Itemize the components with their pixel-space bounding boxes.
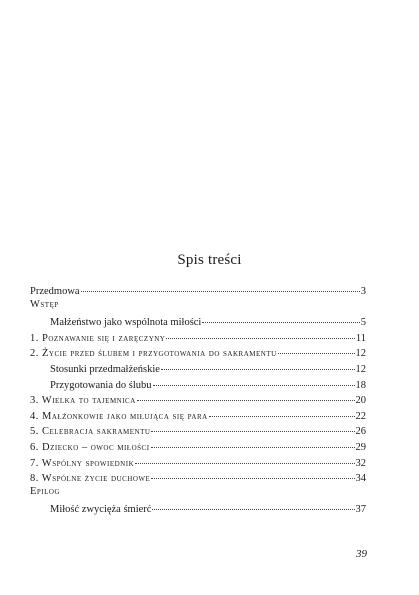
toc-entry-page: 11 bbox=[355, 332, 366, 344]
toc-entry-page: 37 bbox=[355, 504, 366, 516]
dot-leader bbox=[151, 437, 355, 448]
toc-entry-label: 4. Małżonkowie jako miłująca się para bbox=[30, 410, 208, 422]
dot-leader bbox=[137, 390, 355, 401]
toc-entry-label: 2. Życie przed ślubem i przygotowania do sakramentu bbox=[30, 348, 277, 360]
toc-entry-page: 29 bbox=[355, 441, 366, 453]
dot-leader bbox=[153, 375, 355, 386]
toc-entry-label: Małżeństwo jako wspólnota miłości bbox=[50, 317, 202, 329]
toc-entry-label: 7. Wspólny spowiednik bbox=[30, 457, 135, 469]
dot-leader bbox=[161, 359, 355, 370]
toc-entry-label: 8. Wspólne życie duchowe bbox=[30, 473, 151, 485]
toc-entry-label: Epilog bbox=[30, 485, 61, 497]
dot-leader bbox=[202, 312, 359, 323]
toc-entry-label: Stosunki przedmałżeńskie bbox=[50, 363, 160, 375]
toc-entry-page: 3 bbox=[360, 286, 366, 297]
toc-entry[interactable] bbox=[30, 470, 366, 486]
toc-entry-label: Miłość zwycięża śmierć bbox=[50, 504, 152, 516]
table-of-contents bbox=[30, 283, 366, 517]
dot-leader bbox=[81, 281, 360, 292]
toc-entry-page: 22 bbox=[355, 410, 366, 422]
page-number: 39 bbox=[356, 548, 367, 560]
dot-leader bbox=[152, 499, 354, 510]
toc-entry-page: 26 bbox=[355, 426, 366, 438]
toc-entry-label: 5. Celebracja sakramentu bbox=[30, 426, 151, 438]
toc-entry-label: 6. Dziecko – owoc miłości bbox=[30, 441, 150, 453]
toc-entry-page: 20 bbox=[355, 395, 366, 407]
toc-entry-page: 5 bbox=[360, 317, 366, 329]
dot-leader bbox=[209, 406, 355, 417]
toc-entry[interactable] bbox=[30, 501, 366, 517]
dot-leader bbox=[135, 453, 354, 464]
dot-leader bbox=[166, 328, 355, 339]
toc-entry-page: 12 bbox=[355, 348, 366, 360]
dot-leader bbox=[151, 421, 354, 432]
toc-entry[interactable] bbox=[30, 283, 366, 299]
toc-entry-label: 1. Poznawanie się i zaręczyny bbox=[30, 332, 166, 344]
toc-entry-label: Przedmowa bbox=[30, 286, 80, 297]
toc-entry-page: 34 bbox=[355, 473, 366, 485]
toc-entry-label: Wstęp bbox=[30, 298, 59, 310]
toc-entry-page: 32 bbox=[355, 457, 366, 469]
toc-entry-label: 3. Wielka to tajemnica bbox=[30, 395, 136, 407]
dot-leader bbox=[151, 468, 354, 479]
dot-leader bbox=[278, 343, 355, 354]
toc-title: Spis treści bbox=[177, 252, 242, 268]
toc-entry-page: 12 bbox=[355, 363, 366, 375]
toc-entry-label: Przygotowania do ślubu bbox=[50, 379, 152, 391]
toc-entry-page: 18 bbox=[355, 379, 366, 391]
